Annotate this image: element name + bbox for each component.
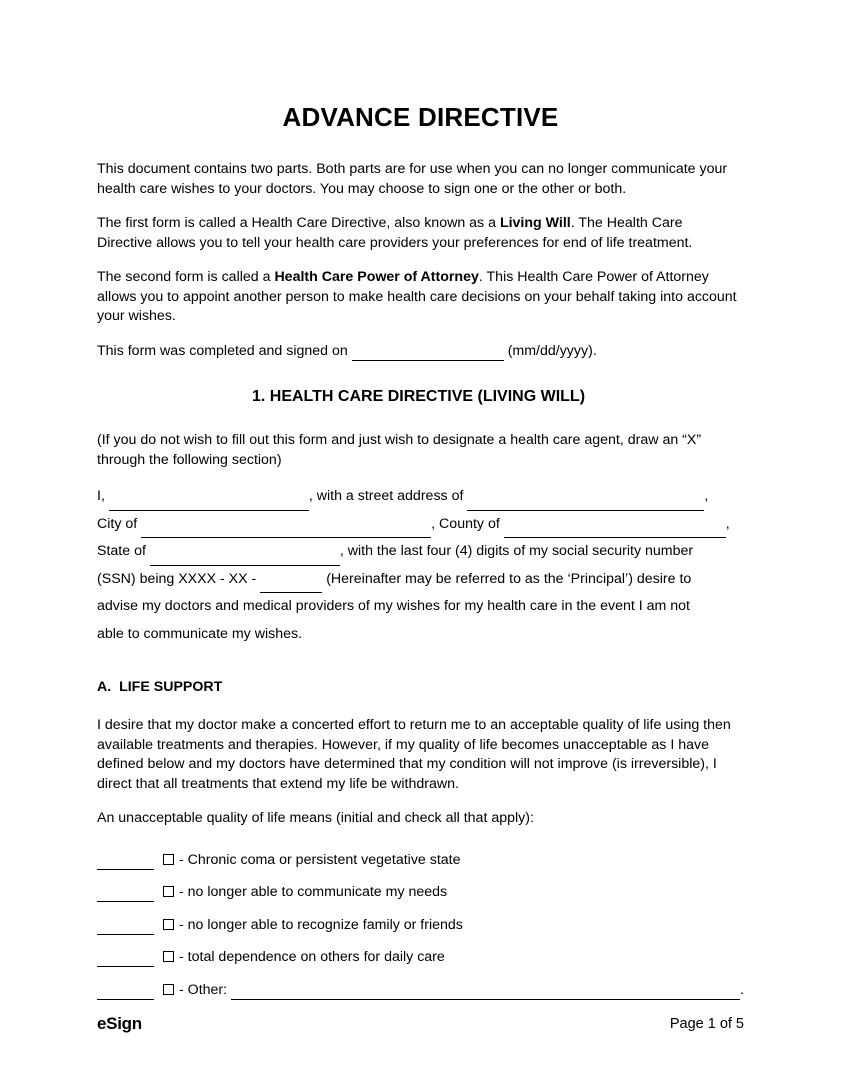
county-blank[interactable]: [504, 523, 726, 538]
spacer: [97, 199, 740, 214]
esign-logo: eSign: [97, 1014, 142, 1033]
initials-blank[interactable]: [97, 855, 154, 870]
signed-date-blank[interactable]: [352, 346, 504, 361]
spacer: [97, 406, 740, 431]
hcpoa-emphasis: Health Care Power of Attorney: [274, 269, 479, 285]
option-label: - Chronic coma or persistent vegetative state: [179, 851, 461, 868]
comma-1: ,: [704, 488, 709, 505]
i-label: I,: [97, 488, 105, 505]
checkbox-icon[interactable]: [163, 854, 174, 865]
checkbox-icon[interactable]: [163, 951, 174, 962]
list-item: [97, 851, 740, 870]
list-item: [97, 948, 740, 967]
completion-suffix: (mm/dd/yyyy).: [507, 342, 597, 359]
state-ssn-row: [97, 538, 740, 566]
street-address-label: , with a street address of: [308, 488, 464, 505]
page-title: ADVANCE DIRECTIVE: [282, 102, 559, 132]
page-number: Page 1 of 5: [669, 1016, 744, 1032]
city-blank[interactable]: [141, 523, 431, 538]
city-label: City of: [97, 515, 138, 532]
street-address-blank[interactable]: [467, 496, 704, 511]
spacer: [97, 327, 740, 342]
wishes-row-2: able to communicate my wishes.: [97, 625, 303, 642]
completion-date-line: [97, 342, 740, 362]
spacer: [97, 794, 740, 809]
county-label: , County of: [431, 515, 500, 532]
intro-paragraph-1: This document contains two parts. Both parts are for use when you can no longer communicate your health care wishes to your doctors. You may choose to sign one or the other or both.: [97, 161, 728, 197]
option-label: - no longer able to recognize family or friends: [179, 916, 463, 933]
state-blank[interactable]: [150, 551, 340, 566]
list-item: [97, 981, 744, 1000]
checkbox-icon[interactable]: [163, 984, 174, 995]
subsection-a-heading: A. LIFE SUPPORT: [97, 679, 223, 696]
trailing-period: .: [740, 981, 744, 998]
ssn-row: [97, 566, 740, 594]
wishes-row-1: advise my doctors and medical providers of my wishes for my health care in the event I am not: [97, 598, 690, 615]
intro-paragraph-2: The first form is called a Health Care Directive, also known as a Living Will. The Health Care Directive allows you to tell your health care providers your preferences for end of life treatment.: [97, 215, 693, 251]
spacer: [97, 470, 740, 483]
ssn-prefix-label: (SSN) being XXXX - XX -: [97, 570, 257, 587]
ssn-intro-label: , with the last four (4) digits of my social security number: [339, 543, 694, 560]
spacer: [97, 361, 740, 387]
checkbox-icon[interactable]: [163, 919, 174, 930]
name-address-row: [97, 483, 740, 511]
spacer: [97, 253, 740, 268]
city-county-row: [97, 511, 740, 539]
completion-prefix: This form was completed and signed on: [97, 342, 348, 359]
section-1-heading: 1. HEALTH CARE DIRECTIVE (LIVING WILL): [251, 388, 586, 405]
ssn-last-four-blank[interactable]: [260, 578, 322, 593]
unacceptable-quality-checklist: [97, 851, 744, 1000]
page-footer: [97, 1012, 744, 1036]
document-body: [97, 160, 744, 1000]
principal-name-blank[interactable]: [109, 496, 309, 511]
principal-definition-label: (Hereinafter may be referred to as the ‘Principal’) desire to: [326, 570, 692, 587]
other-description-blank[interactable]: [231, 985, 740, 1000]
living-will-emphasis: Living Will: [499, 215, 571, 231]
option-label: - Other:: [179, 981, 228, 998]
principal-identification-block: [97, 483, 740, 648]
initials-blank[interactable]: [97, 952, 154, 967]
list-item: [97, 883, 740, 902]
spacer: [97, 697, 740, 716]
section-1-instruction: (If you do not wish to fill out this form and just wish to designate a health care agent, draw an “X” through the following section): [97, 432, 702, 468]
initials-blank[interactable]: [97, 920, 154, 935]
spacer: [97, 829, 740, 851]
subsection-a-body: I desire that my doctor make a concerted effort to return me to an acceptable quality of life using then available treatments and therapies. However, if my quality of life becomes unacceptable as I have defined below and my doctors have determined that my condition will not improve (is irreversible), I direct that all treatments that extend my life be withdrawn.: [97, 717, 731, 792]
intro-paragraph-3: The second form is called a Health Care Power of Attorney. This Health Care Power of Attorney allows you to appoint another person to make health care decisions on your behalf taking into account your wishes.: [97, 269, 737, 324]
state-label: State of: [97, 543, 146, 560]
initials-blank[interactable]: [97, 887, 154, 902]
checklist-prompt: An unacceptable quality of life means (initial and check all that apply):: [97, 810, 534, 827]
option-label: - total dependence on others for daily care: [179, 949, 445, 966]
option-label: - no longer able to communicate my needs: [179, 884, 448, 901]
list-item: [97, 916, 740, 935]
spacer: [97, 648, 740, 678]
comma-2: ,: [725, 515, 730, 532]
initials-blank[interactable]: [97, 985, 154, 1000]
checkbox-icon[interactable]: [163, 886, 174, 897]
